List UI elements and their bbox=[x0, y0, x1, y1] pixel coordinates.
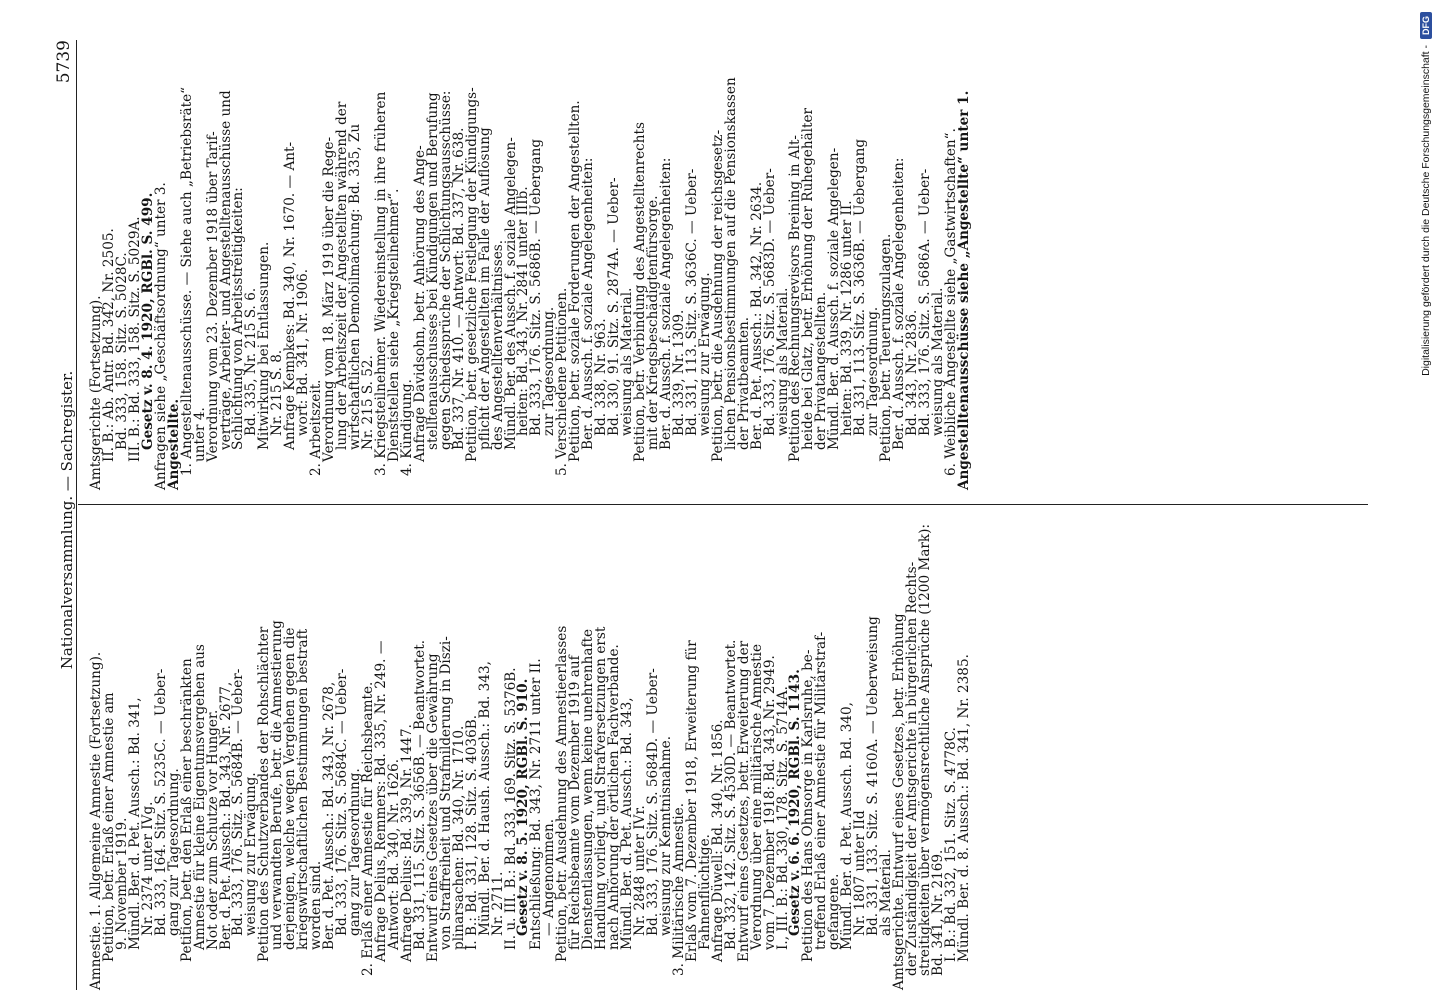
index-line: Petition, betr. Verbindung des Angestelltenrechts bbox=[632, 122, 649, 462]
index-line: Nr. 215 S. 52. bbox=[360, 355, 377, 450]
index-line: Ber. d. Aussch. f. soziale Angelegenheiten: bbox=[657, 157, 674, 450]
index-line: Ber. d. Pet. Aussch.: Bd. 342, Nr. 2634. bbox=[748, 181, 765, 450]
index-line: weisung zur Erwägung. bbox=[696, 272, 713, 436]
index-line: Handlung vorliegt, und Strafversetzungen erst bbox=[593, 626, 610, 950]
index-line: unter 4. bbox=[191, 407, 208, 462]
index-line: heiten: Bd. 343, Nr. 2841 unter IIIb. bbox=[515, 186, 532, 436]
index-line: von Straffreiheit und Strafmilderung in Diszi- bbox=[437, 636, 454, 950]
index-line: derjenigen, welche wegen Vergehen gegen die bbox=[282, 627, 299, 950]
index-line: der Privatangestellten. bbox=[813, 291, 830, 450]
index-line: Nr. 215 S. 8. bbox=[269, 349, 286, 436]
index-line: weisung als Material. bbox=[774, 287, 791, 436]
digitization-credit bbox=[1416, 6, 1436, 996]
index-line: Bd. 331, 115. Sitz. S. 3656B. — Beantwortet. bbox=[411, 639, 428, 950]
index-line: Bd. 333, 176. Sitz. S. 5686A. — Ueber- bbox=[917, 168, 933, 436]
index-line: wirtschaftlichen Demobilmachung: Bd. 335, Zu bbox=[347, 123, 364, 450]
index-line: Bd. 333, 164. Sitz. S. 5235C. — Ueber- bbox=[152, 668, 169, 936]
index-line: Bd. 343, Nr. 2836. bbox=[904, 309, 921, 436]
index-line: mit der Kriegsbeschädigtenfürsorge. bbox=[644, 195, 661, 450]
index-line: Bd. 330, 91. Sitz. S. 2874A. — Ueber- bbox=[606, 177, 623, 436]
index-line: Entwurf eines Gesetzes über die Gewährung bbox=[424, 653, 441, 962]
index-line: 5. Verschiedene Petitionen. bbox=[554, 287, 571, 476]
credit-text: Digitalisierung gefördert durch die Deutsche Forschungsgemeinschaft - bbox=[1420, 45, 1432, 376]
index-line: weisung zur Erwägung. bbox=[243, 772, 260, 936]
index-line: Anfrage Delius, Remmers: Bd. 335, Nr. 249. — bbox=[372, 640, 389, 962]
index-line: Dienstentlassungen, wenn keine unehrenhafte bbox=[580, 628, 597, 950]
index-line: Mündl. Ber. des Aussch. f. soziale Angelegen- bbox=[502, 137, 519, 450]
index-line: plinarsachen: Bd. 340, Nr. 1710. bbox=[450, 725, 467, 950]
index-line: Petition, betr. Teuerungszulagen. bbox=[878, 233, 895, 462]
index-line: Anfragen siehe „Geschäftsordnung“ unter 3. bbox=[152, 182, 169, 490]
index-line: Petition des Schutzverbandes der Rohschlächter bbox=[256, 626, 273, 962]
index-line: Nr. 1807 unter IId bbox=[852, 810, 869, 936]
index-line: 2. Erlaß einer Amnestie für Reichsbeamte. bbox=[360, 681, 377, 976]
index-line: Petition, betr. den Erlaß einer beschränkten bbox=[178, 658, 195, 962]
index-line: Ber. d. Pet. Aussch.: Bd. 343, Nr. 2677, bbox=[217, 681, 234, 950]
page-number: 5739 bbox=[54, 40, 74, 84]
index-line: II. u. III. B.: Bd. 333, 169. Sitz. S. 5376B. bbox=[502, 667, 519, 950]
index-line: II. B.: Ab. Antr. Bd. 342, Nr. 2505. bbox=[100, 228, 117, 462]
index-line: und verwandten Berufe, betr. die Amnestierung bbox=[269, 620, 286, 950]
dfg-logo: DFG bbox=[1420, 12, 1432, 39]
index-line: Bd. 333, 176. Sitz. S. 5684B. — Ueber- bbox=[230, 668, 247, 936]
index-line: Dienststellen siehe „Kriegsteilnehmer“. bbox=[385, 188, 402, 462]
index-line: Petition, betr. gesetzliche Festlegung der Kündigungs- bbox=[463, 87, 480, 462]
index-line: Mündl. Ber. d. Pet. Aussch. Bd. 340, bbox=[839, 702, 856, 950]
index-line: Bd. 333, 158. Sitz. S. 5028C. bbox=[113, 252, 130, 450]
index-line: heide bei Glatz, betr. Erhöhung der Ruhegehälter bbox=[800, 107, 817, 450]
index-line: Petition, betr. soziale Forderungen der Angestellten. bbox=[567, 100, 584, 462]
index-line: — Angenommen. bbox=[541, 818, 558, 936]
index-line: Nr. 2848 unter IVr. bbox=[632, 805, 649, 936]
index-line: Gesetz v. 6. 6. 1920, RGBl. S. 1143. bbox=[787, 669, 804, 936]
index-line: Verordnung vom 18. März 1919 über die Rege- bbox=[321, 136, 338, 462]
column-divider bbox=[78, 504, 1368, 505]
index-line: III. B.: Bd. 333, 158. Sitz. S. 5029A. bbox=[126, 216, 143, 462]
index-line: Amtsgerichte. Entwurf eines Gesetzes, betr. Erhöhung bbox=[891, 613, 908, 990]
index-line: Ber. d. Aussch. f. soziale Angelegenheiten: bbox=[891, 157, 908, 450]
index-line: Bd. 341, Nr. 2169. bbox=[929, 849, 946, 976]
index-line: Amnestie für kleine Eigentumsvergehen aus bbox=[191, 644, 208, 950]
header-rule bbox=[76, 40, 77, 990]
index-line: der Privatbeamten. bbox=[735, 316, 752, 450]
index-line: lung der Arbeitszeit der Angestellten während der bbox=[334, 101, 351, 450]
index-line: I., III. B.: Bd. 330, 178. Sitz. S. 5714A. bbox=[774, 686, 791, 950]
index-line: Amtsgerichte (Fortsetzung). bbox=[88, 295, 104, 490]
index-line: Petition, betr. die Ausdehnung der reichsgesetz- bbox=[709, 129, 726, 462]
index-line: für Reichsbeamte vom Dezember 1919 auf bbox=[567, 655, 584, 950]
index-line: Schlichtung von Arbeitsstreitigkeiten: bbox=[230, 187, 247, 450]
index-line: kriegswirtschaftlichen Bestimmungen bestraft bbox=[295, 628, 312, 950]
index-line: zur Tagesordnung. bbox=[865, 306, 882, 436]
index-line: Angestelltenausschüsse siehe „Angestellte“ unter 1. bbox=[955, 90, 972, 490]
index-line: Gesetz v. 8. 5. 1920, RGBl. S. 910. bbox=[515, 678, 532, 936]
index-line: 9. November 1919. bbox=[113, 817, 130, 950]
index-line: gang zur Tagesordnung. bbox=[347, 768, 364, 936]
index-line: Bd. 335, Nr. 215 S. 6. bbox=[243, 287, 260, 436]
index-line: streitigkeiten über vermögensrechtliche Ansprüche (1200 Mark): bbox=[917, 523, 933, 976]
index-line: nach Anhörung der örtlichen Fachverbände. bbox=[606, 644, 623, 950]
index-line: Mündl. Ber. d. Haush. Aussch.: Bd. 343, bbox=[476, 661, 493, 936]
index-line: Bd. 331, 133. Sitz. S. 4160A. — Ueberweisung bbox=[865, 616, 882, 936]
index-line: Mitwirkung bei Entlassungen. bbox=[256, 241, 273, 450]
index-line: gefangene. bbox=[826, 873, 843, 950]
index-line: Mündl. Ber. d. 8. Aussch.: Bd. 341, Nr. 2385. bbox=[955, 654, 972, 962]
index-line: Ber. d. Pet. Aussch.: Bd. 343, Nr. 2678, bbox=[321, 681, 338, 950]
index-line: Petition, betr. Erlaß einer Amnestie am bbox=[100, 692, 117, 962]
index-line: Not oder zum Schutze vor Hunger. bbox=[204, 709, 221, 950]
index-line: Nr. 2374 unter IVg. bbox=[139, 801, 156, 936]
index-line: Angestellte. bbox=[165, 398, 182, 490]
index-line: 3. Militärische Amnestie. bbox=[670, 802, 687, 976]
index-line: weisung als Material. bbox=[619, 287, 636, 436]
index-line: 2. Arbeitszeit. bbox=[308, 379, 325, 476]
index-line: I. B.: Bd. 332, 151. Sitz. S. 4778C. bbox=[942, 727, 959, 962]
index-line: Anfrage Kempkes: Bd. 340, Nr. 1670. — Ant- bbox=[282, 141, 299, 450]
index-line: Bd. 333, 176. Sitz. S. 5683D. — Ueber- bbox=[761, 168, 778, 436]
index-line: Gesetz v. 8. 4. 1920, RGBl. S. 499. bbox=[139, 192, 156, 450]
index-line: heiten: Bd. 339, Nr. 1286 unter II. bbox=[839, 200, 856, 436]
index-line: des Angestelltenverhältnisses. bbox=[489, 239, 506, 450]
index-line: Verordnung über eine militärische Amnestie bbox=[748, 643, 765, 950]
page-header-title: Nationalversammlung. — Sachregister. bbox=[58, 370, 76, 670]
index-line: zur Tagesordnung. bbox=[541, 306, 558, 436]
index-line: treffend Erlaß einer Amnestie für Militärstraf- bbox=[813, 631, 830, 950]
index-line: vom 7. Dezember 1918: Bd. 343, Nr. 2949. bbox=[761, 655, 778, 950]
index-line: 6. Weibliche Angestellte siehe „Gastwirtschaften“. bbox=[942, 128, 959, 476]
index-line: Entwurf eines Gesetzes, betr. Erweiterung der bbox=[735, 640, 752, 962]
index-line: gegen Schiedssprüche der Schlichtungsausschüsse: bbox=[437, 90, 454, 450]
index-line: pflicht der Angestellten im Falle der Auflösung bbox=[476, 127, 493, 450]
index-line: Petition des Hans Ohnsorge in Karlsruhe, be- bbox=[800, 649, 817, 962]
index-line: 4. Kündigung. bbox=[398, 379, 415, 476]
index-line: der Zuständigkeit der Amtsgerichte in bürgerlichen Rechts- bbox=[904, 561, 921, 976]
index-line: Mündl. Ber. d. Aussch. f. soziale Angelegen- bbox=[826, 147, 843, 450]
index-line: 3. Kriegsteilnehmer. Wiedereinstellung in ihre früheren bbox=[372, 91, 389, 476]
index-line: Mündl. Ber. d. Pet. Aussch.: Bd. 343, bbox=[619, 697, 636, 950]
index-column-left bbox=[90, 520, 1375, 990]
index-line: gang zur Tagesordnung. bbox=[165, 768, 182, 936]
index-line: Bd. 333, 176. Sitz. S. 5684D. — Ueber- bbox=[644, 668, 661, 936]
index-line: Fahnenflüchtige. bbox=[696, 834, 713, 950]
index-line: Bd. 337, Nr. 410. — Antwort: Bd. 337, Nr. 638. bbox=[450, 127, 467, 450]
index-line: weisung als Material. bbox=[929, 287, 946, 436]
index-line: wort: Bd. 341, Nr. 1906. bbox=[295, 268, 312, 436]
index-line: Verordnung vom 23. Dezember 1918 über Tarif- bbox=[204, 131, 221, 462]
index-line: Bd. 333, 176. Sitz. S. 5686B. — Uebergang bbox=[528, 138, 545, 436]
index-line: Erlaß vom 7. Dezember 1918, Erweiterung für bbox=[683, 640, 700, 962]
index-line: Entschließung: Bd. 343, Nr. 2711 unter II. bbox=[528, 658, 545, 950]
index-line: weisung zur Kenntnisnahme. bbox=[657, 735, 674, 936]
index-column-right bbox=[90, 20, 1375, 490]
index-line: I. B.: Bd. 331, 128. Sitz. S. 4036B. bbox=[463, 714, 480, 950]
index-line: 1. Angestelltenausschüsse. — Siehe auch „Betriebsräte“ bbox=[178, 86, 195, 476]
index-line: Bd. 339, Nr. 1309. bbox=[670, 309, 687, 436]
index-line: Petition des Rechnungsrevisors Breining in Alt- bbox=[787, 134, 804, 462]
index-line: stelltenausschusses bei Kündigungen und Berufung bbox=[424, 92, 441, 450]
index-line: worden sind. bbox=[308, 860, 325, 950]
index-line: Anfrage Delius: Bd. 339, Nr. 1447. bbox=[398, 724, 415, 962]
index-line: Bd. 338, Nr. 963. bbox=[593, 318, 610, 436]
index-line: Bd. 333, 176. Sitz. S. 5684C. — Ueber- bbox=[334, 668, 351, 936]
index-line: Ber. d. Aussch. f. soziale Angelegenheiten: bbox=[580, 157, 597, 450]
index-line: Anfrage Davidsohn, betr. Anhörung des Ange- bbox=[411, 145, 428, 462]
index-line: Anfrage Düwell: Bd. 340, Nr. 1856. bbox=[709, 719, 726, 962]
index-line: Bd. 331, 113. Sitz. S. 3636B. — Uebergang bbox=[852, 138, 869, 436]
index-line: als Material. bbox=[878, 849, 895, 936]
index-line: lichen Pensionsbestimmungen auf die Pensionskassen bbox=[722, 77, 739, 450]
index-line: Petition, betr. Ausdehnung des Amnestieerlasses bbox=[554, 625, 571, 962]
index-line: Antwort: Bd. 340, Nr. 1626. bbox=[385, 758, 402, 950]
index-line: verträge, Arbeiter- und Angestelltenausschüsse und bbox=[217, 90, 234, 450]
index-line: Bd. 332, 142. Sitz. S. 4530D. — Beantwortet. bbox=[722, 639, 739, 950]
index-line: Amnestie. 1. Allgemeine Amnestie (Fortsetzung). bbox=[88, 651, 104, 990]
index-line: Bd. 331, 113. Sitz. S. 3636C. — Ueber- bbox=[683, 168, 700, 436]
index-line: Mündl. Ber. d. Pet. Aussch.: Bd. 341, bbox=[126, 697, 143, 950]
index-line: Nr. 2711. bbox=[489, 871, 506, 936]
